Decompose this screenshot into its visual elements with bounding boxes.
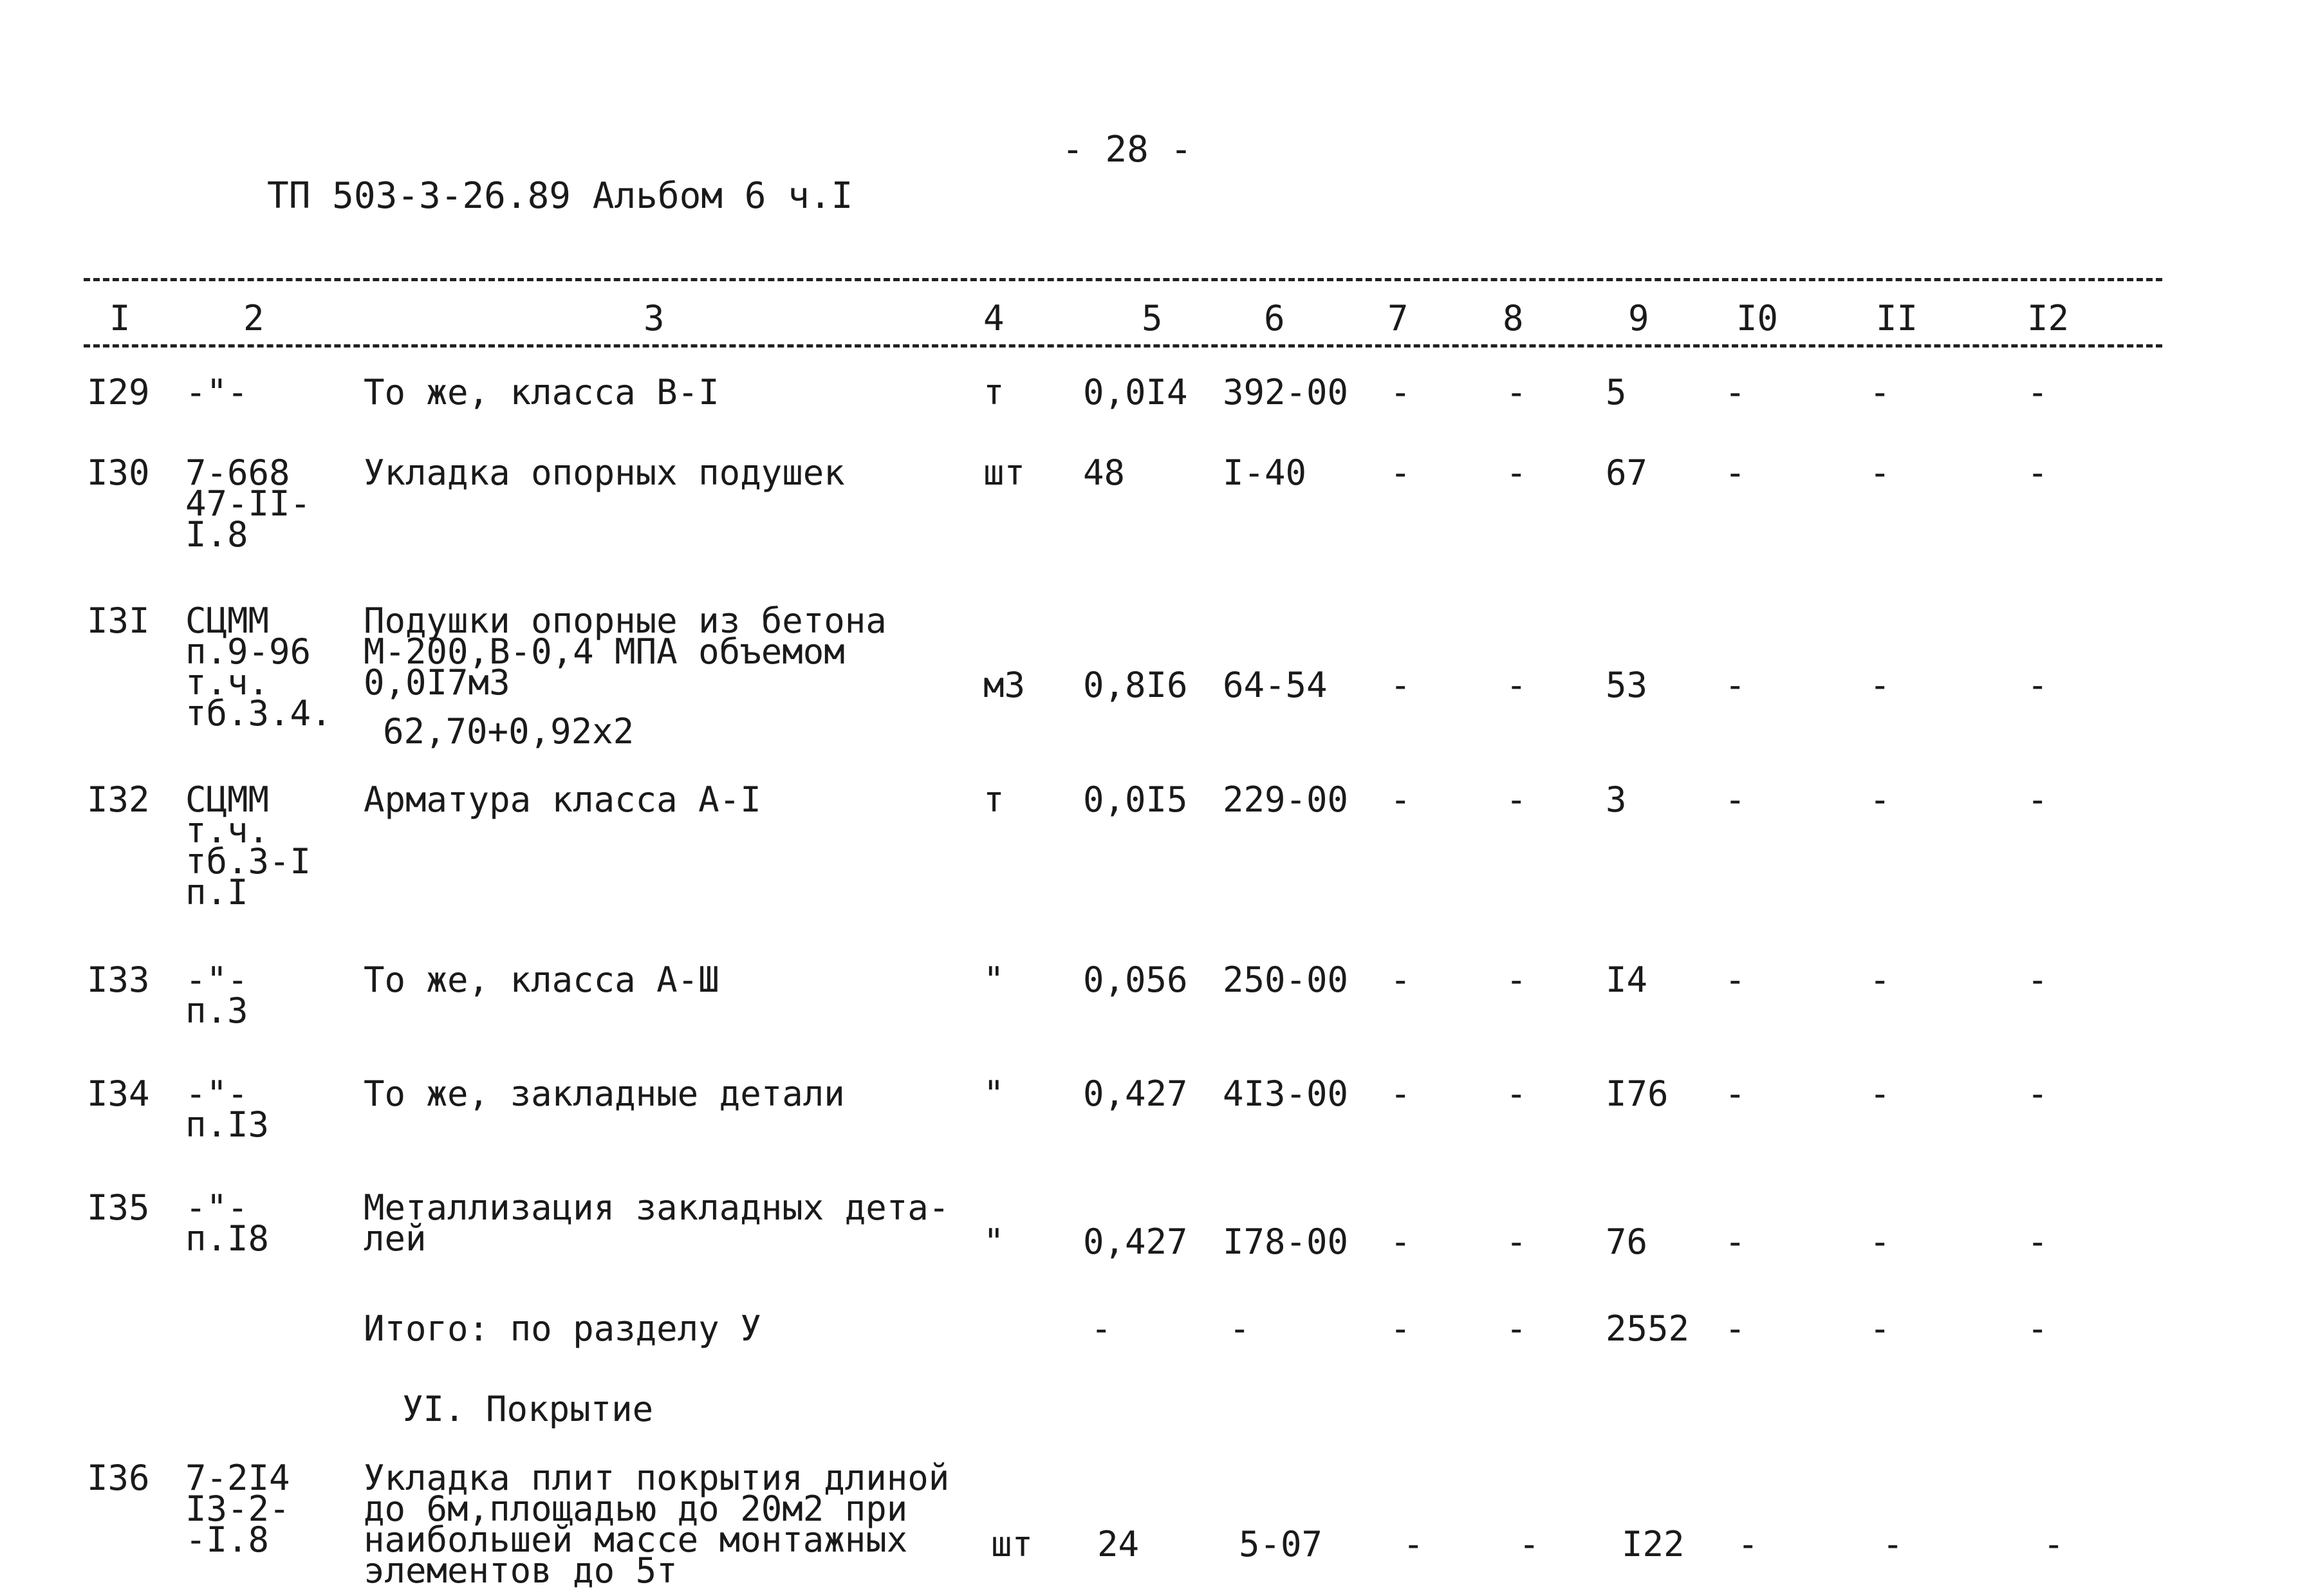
unit-price: 229-00: [1223, 779, 1349, 820]
col-7: -: [1390, 372, 1411, 413]
col-12: -: [2027, 1221, 2048, 1262]
col-8: -: [1506, 960, 1527, 1000]
header-top-rule: [84, 278, 2162, 281]
unit-price: 4I3-00: [1223, 1073, 1349, 1114]
norm-code: СЦММ: [185, 779, 270, 820]
col-header-12: I2: [2027, 298, 2070, 339]
col-10: -: [1725, 372, 1746, 413]
norm-code: -"-: [185, 960, 248, 1000]
unit-price: 250-00: [1223, 960, 1349, 1000]
col-11: -: [1869, 372, 1891, 413]
norm-code: тб.3.4.: [185, 693, 332, 734]
work-description: Металлизация закладных дета-: [364, 1187, 950, 1228]
col-10: -: [1725, 1308, 1746, 1349]
norm-code: п.I: [185, 872, 248, 913]
norm-code: -"-: [185, 1073, 248, 1114]
row-number: I29: [87, 372, 150, 413]
col-9: 2552: [1606, 1308, 1690, 1349]
col-header-5: 5: [1142, 298, 1163, 339]
work-description: То же, класса А-Ш: [364, 960, 719, 1000]
col-10: -: [1725, 452, 1746, 493]
col-header-2: 2: [243, 298, 264, 339]
col-9: I22: [1622, 1524, 1685, 1564]
col-9: 76: [1606, 1221, 1648, 1262]
quantity: 0,0I5: [1083, 779, 1188, 820]
col-header-8: 8: [1503, 298, 1524, 339]
col-11: -: [1869, 1221, 1891, 1262]
quantity: 0,0I4: [1083, 372, 1188, 413]
col-8: -: [1506, 372, 1527, 413]
section-title: УI. Покрытие: [402, 1389, 654, 1429]
norm-code: 47-II-: [185, 483, 311, 524]
col-8: -: [1506, 665, 1527, 705]
col-9: I4: [1606, 960, 1648, 1000]
work-description: Арматура класса А-I: [364, 779, 761, 820]
norm-code: т.ч.: [185, 810, 270, 851]
page-number: - 28 -: [1062, 129, 1192, 171]
col-12: -: [2027, 779, 2048, 820]
col-10: -: [1725, 665, 1746, 705]
col-8: -: [1506, 779, 1527, 820]
col-12: -: [2043, 1524, 2064, 1564]
col-10: -: [1725, 779, 1746, 820]
quantity: 0,8I6: [1083, 665, 1188, 705]
col-11: -: [1882, 1524, 1904, 1564]
col-9: 5: [1606, 372, 1627, 413]
work-description: Укладка опорных подушек: [364, 452, 845, 493]
unit: шт: [983, 452, 1026, 493]
col-header-11: II: [1876, 298, 1918, 339]
norm-code: п.I3: [185, 1104, 270, 1145]
norm-code: 7-2I4: [185, 1458, 290, 1498]
document-reference: ТП 503-3-26.89 Альбом 6 ч.I: [267, 175, 853, 217]
unit: шт: [991, 1524, 1034, 1564]
col-12: -: [2027, 452, 2048, 493]
unit: т: [983, 372, 1005, 413]
unit: ": [983, 1221, 1005, 1262]
norm-code: 7-668: [185, 452, 290, 493]
col-12: -: [2027, 1308, 2048, 1349]
col-7: -: [1390, 1073, 1411, 1114]
norm-code: п.9-96: [185, 631, 311, 672]
norm-code: -"-: [185, 372, 248, 413]
norm-code: -"-: [185, 1187, 248, 1228]
col-11: -: [1869, 1073, 1891, 1114]
col-9: 3: [1606, 779, 1627, 820]
col-12: -: [2027, 960, 2048, 1000]
unit-price: I78-00: [1223, 1221, 1349, 1262]
norm-code: I.8: [185, 514, 248, 555]
col-8: -: [1506, 1221, 1527, 1262]
col-11: -: [1869, 665, 1891, 705]
norm-code: п.I8: [185, 1218, 270, 1259]
col-header-6: 6: [1264, 298, 1285, 339]
col-11: -: [1869, 452, 1891, 493]
col-9: 67: [1606, 452, 1648, 493]
unit: ": [983, 1073, 1005, 1114]
norm-code: п.3: [185, 990, 248, 1031]
col-7: -: [1390, 1308, 1411, 1349]
work-description: 0,0I7м3: [364, 662, 510, 703]
col-6: -: [1229, 1308, 1250, 1349]
row-number: I32: [87, 779, 150, 820]
row-number: I33: [87, 960, 150, 1000]
norm-code: т.ч.: [185, 662, 270, 703]
work-description: То же, класса В-I: [364, 372, 719, 413]
work-description: То же, закладные детали: [364, 1073, 845, 1114]
col-header-3: 3: [644, 298, 665, 339]
col-8: -: [1506, 1308, 1527, 1349]
row-number: I30: [87, 452, 150, 493]
unit-price: 392-00: [1223, 372, 1349, 413]
col-7: -: [1390, 665, 1411, 705]
col-10: -: [1738, 1524, 1759, 1564]
norm-code: I3-2-: [185, 1489, 290, 1529]
col-11: -: [1869, 960, 1891, 1000]
col-9: I76: [1606, 1073, 1669, 1114]
unit-price: 5-07: [1239, 1524, 1323, 1564]
col-10: -: [1725, 960, 1746, 1000]
col-8: -: [1506, 1073, 1527, 1114]
work-description: М-200,В-0,4 МПА объемом: [364, 631, 845, 672]
work-description: Укладка плит покрытия длиной: [364, 1458, 950, 1498]
col-11: -: [1869, 1308, 1891, 1349]
unit: м3: [983, 665, 1026, 705]
norm-code: -I.8: [185, 1519, 270, 1560]
row-number: I35: [87, 1187, 150, 1228]
col-9: 53: [1606, 665, 1648, 705]
norm-code: тб.3-I: [185, 841, 311, 882]
unit: ": [983, 960, 1005, 1000]
unit-price: 64-54: [1223, 665, 1328, 705]
quantity: 48: [1083, 452, 1126, 493]
col-8: -: [1519, 1524, 1540, 1564]
row-number: I36: [87, 1458, 150, 1498]
col-7: -: [1403, 1524, 1424, 1564]
unit: т: [983, 779, 1005, 820]
quantity: 24: [1097, 1524, 1140, 1564]
col-7: -: [1390, 960, 1411, 1000]
col-header-4: 4: [983, 298, 1005, 339]
col-10: -: [1725, 1073, 1746, 1114]
col-10: -: [1725, 1221, 1746, 1262]
col-5: -: [1091, 1308, 1112, 1349]
norm-code: СЦММ: [185, 600, 270, 641]
unit-price: I-40: [1223, 452, 1307, 493]
col-7: -: [1390, 452, 1411, 493]
col-header-1: I: [109, 298, 131, 339]
col-11: -: [1869, 779, 1891, 820]
header-bottom-rule: [84, 344, 2162, 348]
price-calculation: 62,70+0,92х2: [383, 711, 635, 752]
col-12: -: [2027, 1073, 2048, 1114]
quantity: 0,056: [1083, 960, 1188, 1000]
col-7: -: [1390, 779, 1411, 820]
col-header-9: 9: [1628, 298, 1649, 339]
work-description: наибольшей массе монтажных: [364, 1519, 908, 1560]
col-header-10: I0: [1736, 298, 1779, 339]
quantity: 0,427: [1083, 1073, 1188, 1114]
total-label: Итого: по разделу У: [364, 1308, 761, 1349]
col-12: -: [2027, 665, 2048, 705]
quantity: 0,427: [1083, 1221, 1188, 1262]
work-description: лей: [364, 1218, 427, 1259]
col-header-7: 7: [1387, 298, 1409, 339]
col-12: -: [2027, 372, 2048, 413]
row-number: I3I: [87, 600, 150, 641]
col-7: -: [1390, 1221, 1411, 1262]
col-8: -: [1506, 452, 1527, 493]
row-number: I34: [87, 1073, 150, 1114]
work-description: до 6м,площадью до 20м2 при: [364, 1489, 908, 1529]
work-description: Подушки опорные из бетона: [364, 600, 887, 641]
work-description: элементов до 5т: [364, 1550, 678, 1591]
